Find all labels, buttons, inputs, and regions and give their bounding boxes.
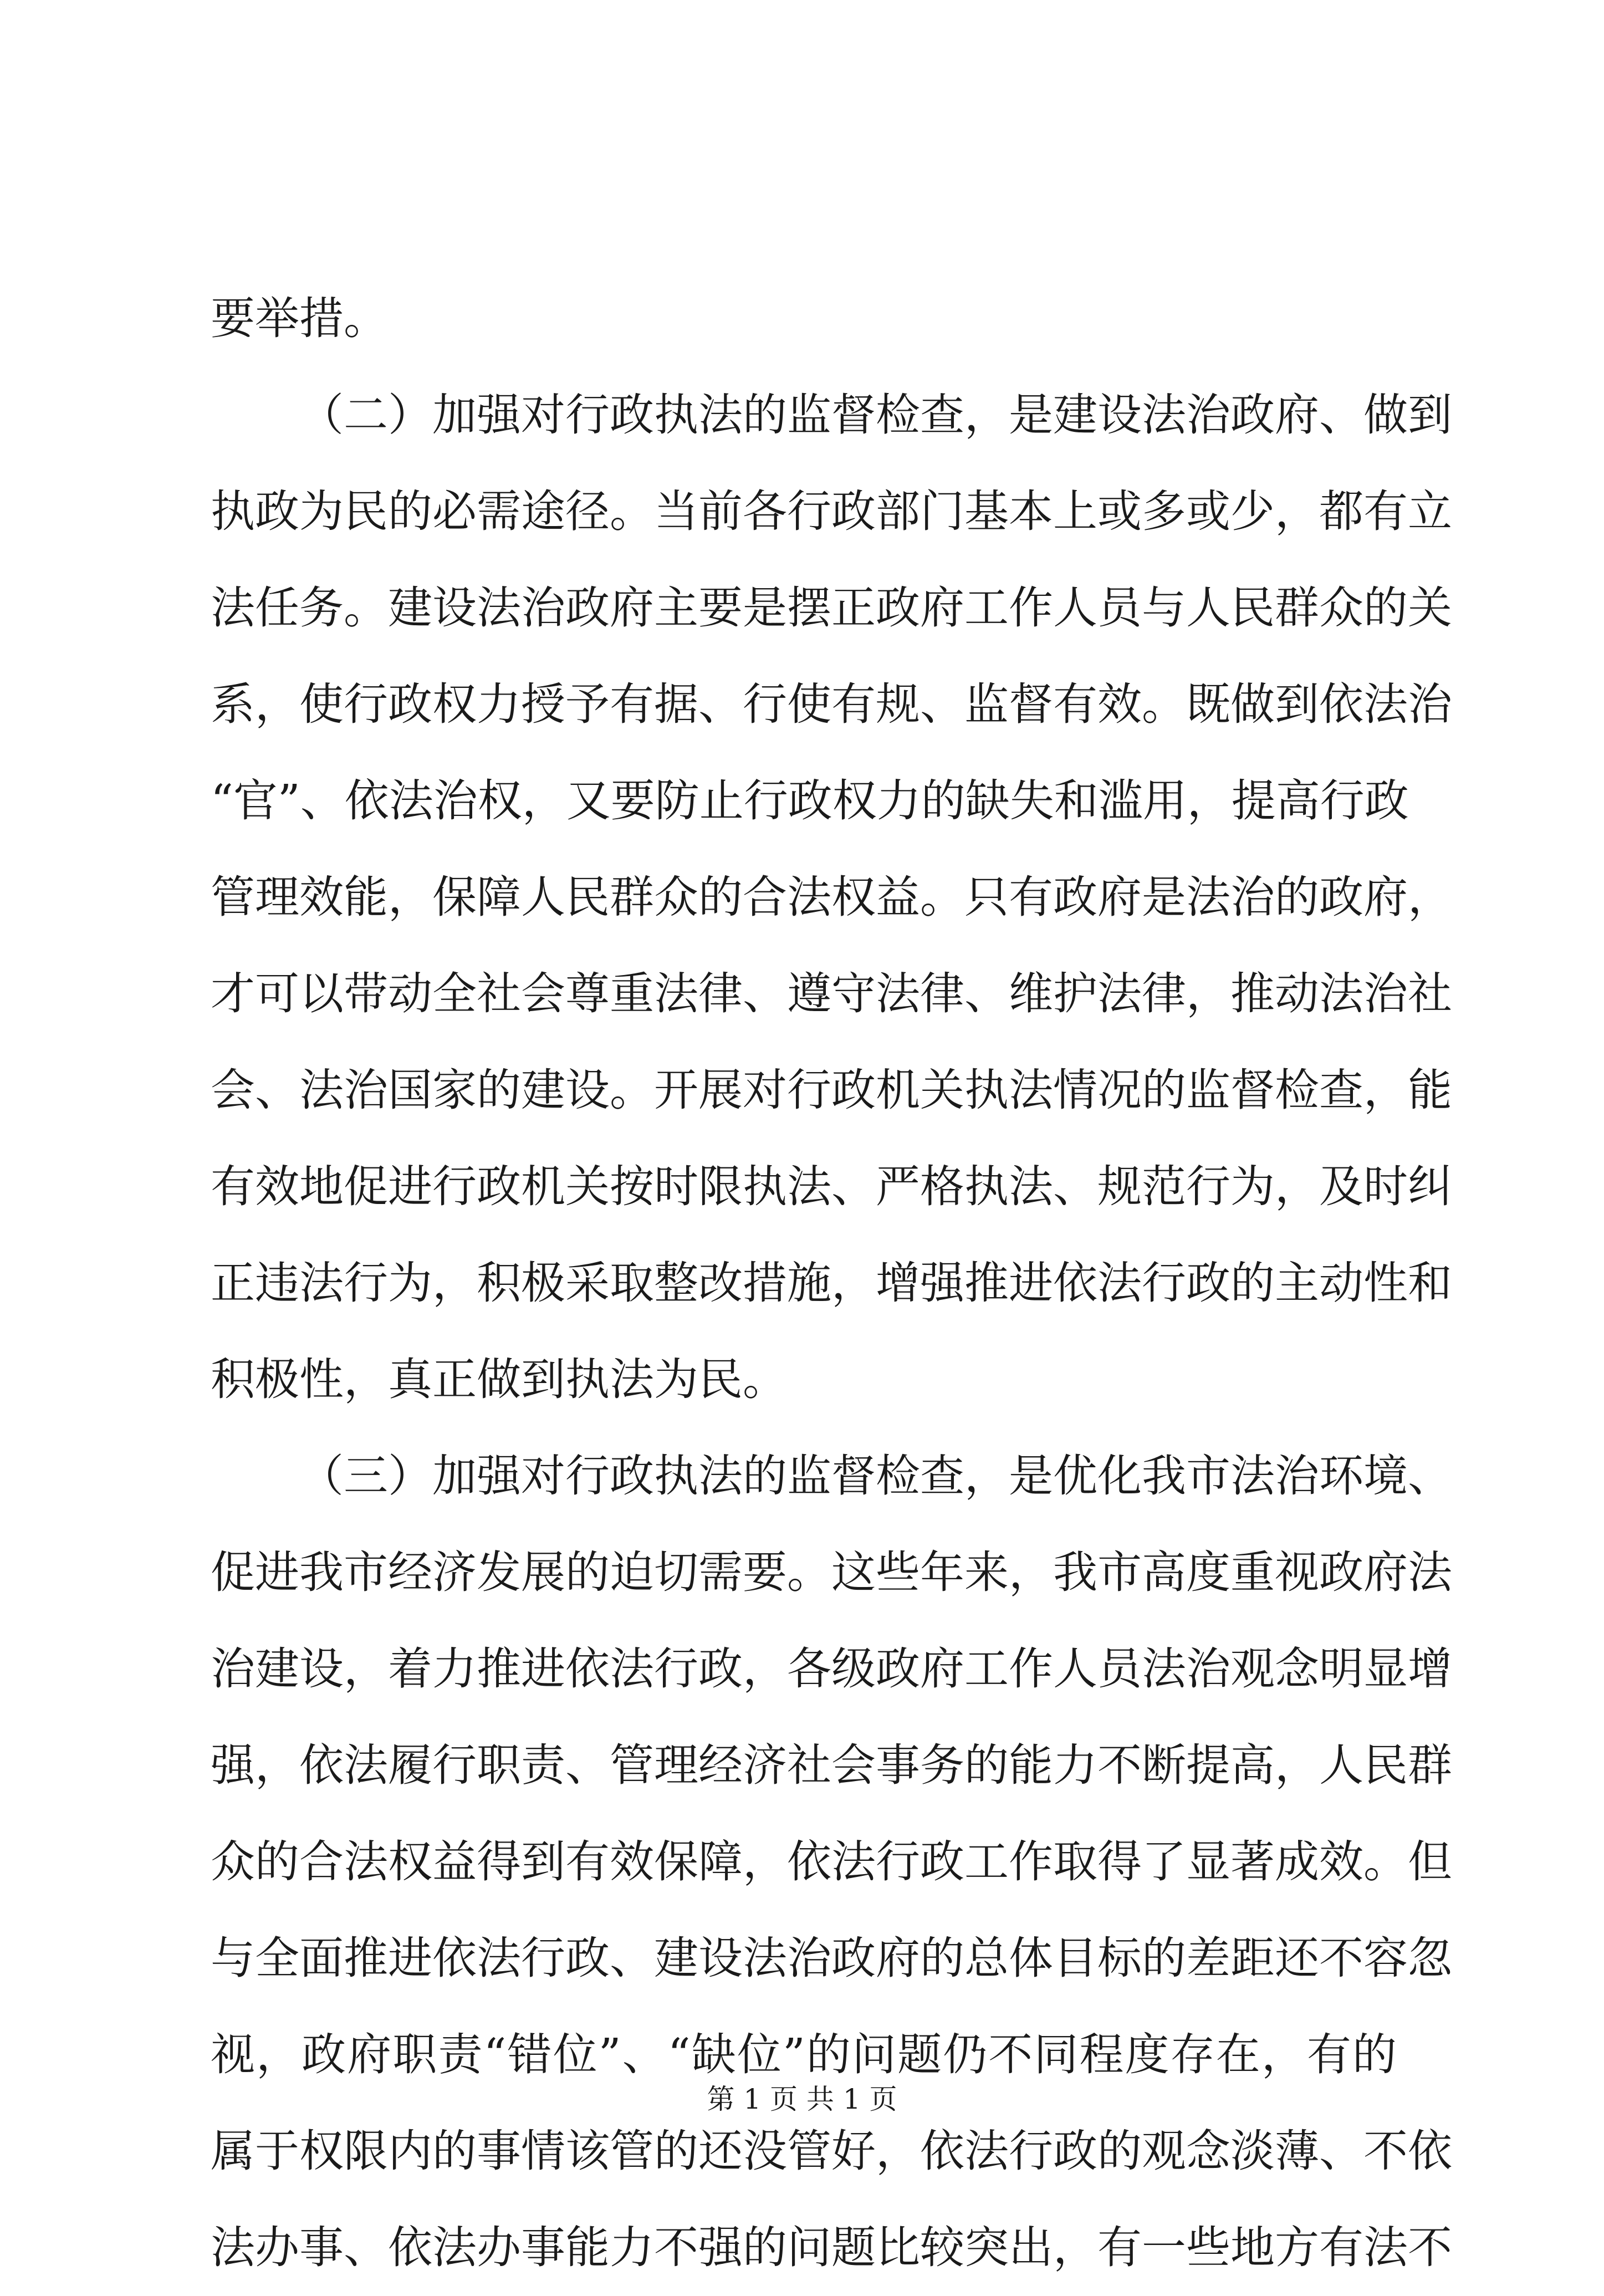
paragraph-line: 与全面推进依法行政、建设法治政府的总体目标的差距还不容忽	[211, 1932, 1452, 1984]
page-footer	[0, 2080, 1604, 2119]
paragraph-line: 治建设，着力推进依法行政，各级政府工作人员法治观念明显增	[211, 1643, 1452, 1695]
paragraph-line: 要举措。	[211, 293, 388, 344]
paragraph-line: （二）加强对行政执法的监督检查，是建设法治政府、做到	[299, 389, 1452, 441]
paragraph-line: “官”、依法治权，又要防止行政权力的缺失和滥用，提高行政	[211, 775, 1409, 826]
paragraph-line: 法办事、依法办事能力不强的问题比较突出，有一些地方有法不	[211, 2222, 1452, 2273]
paragraph-line: 众的合法权益得到有效保障，依法行政工作取得了显著成效。但	[211, 1836, 1452, 1887]
page-number-indicator: 第 1 页 共 1 页	[707, 2083, 897, 2115]
paragraph-line: 会、法治国家的建设。开展对行政机关执法情况的监督检查，能	[211, 1064, 1452, 1116]
paragraph-line: 积极性，真正做到执法为民。	[211, 1354, 787, 1405]
paragraph-line: 管理效能，保障人民群众的合法权益。只有政府是法治的政府，	[211, 871, 1452, 923]
paragraph-line: 正违法行为，积极采取整改措施，增强推进依法行政的主动性和	[211, 1257, 1452, 1309]
document-body	[211, 271, 1452, 2296]
paragraph-line: 有效地促进行政机关按时限执法、严格执法、规范行为，及时纠	[211, 1161, 1452, 1212]
paragraph-line: 法任务。建设法治政府主要是摆正政府工作人员与人民群众的关	[211, 582, 1452, 634]
paragraph-line: 促进我市经济发展的迫切需要。这些年来，我市高度重视政府法	[211, 1547, 1452, 1598]
paragraph-line: 属于权限内的事情该管的还没管好，依法行政的观念淡薄、不依	[211, 2125, 1452, 2177]
paragraph-line: 视，政府职责“错位”、“缺位”的问题仍不同程度存在，有的	[211, 2029, 1397, 2080]
paragraph-line: 强，依法履行职责、管理经济社会事务的能力不断提高，人民群	[211, 1739, 1452, 1791]
paragraph-line: 才可以带动全社会尊重法律、遵守法律、维护法律，推动法治社	[211, 968, 1452, 1019]
paragraph-line: （三）加强对行政执法的监督检查，是优化我市法治环境、	[299, 1450, 1452, 1502]
paragraph-line: 执政为民的必需途径。当前各行政部门基本上或多或少，都有立	[211, 486, 1452, 537]
paragraph-line: 系，使行政权力授予有据、行使有规、监督有效。既做到依法治	[211, 678, 1452, 730]
